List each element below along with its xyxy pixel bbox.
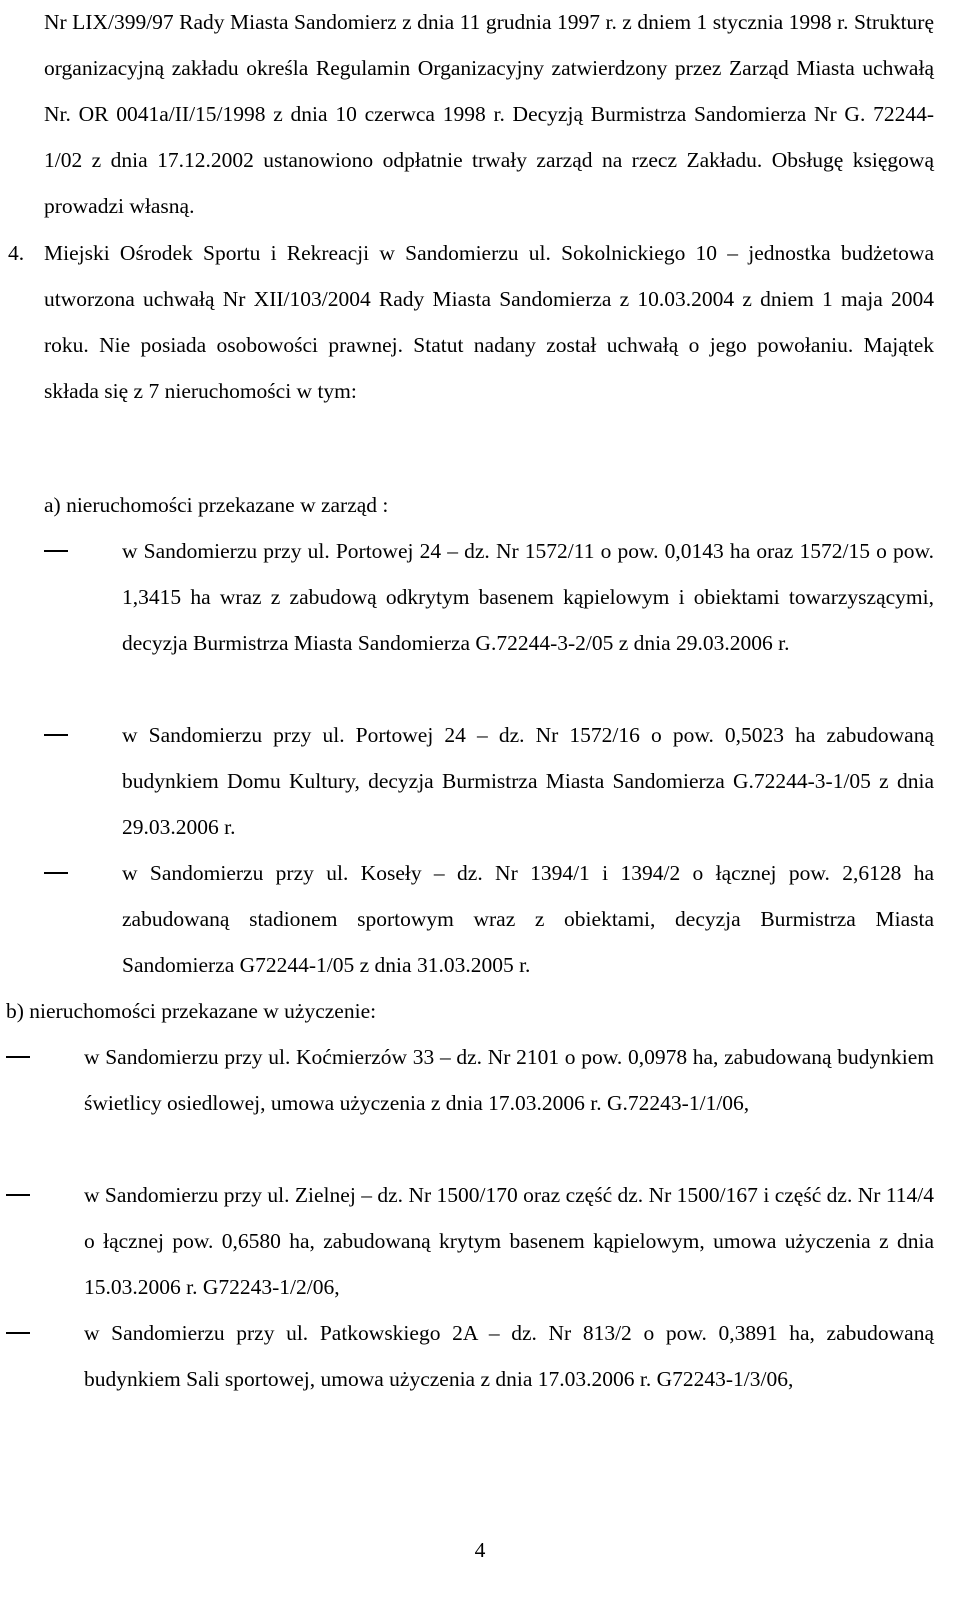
- dash-marker: [44, 550, 68, 552]
- section-4-text: Miejski Ośrodek Sportu i Rekreacji w Sandomierzu ul. Sokolnickiego 10 – jednostka budżetowa utworzona uchwałą Nr XII/103/2004 Rady Miasta Sandomierza z 10.03.2004 z dniem 1 maja 2004 roku. Nie posiada osobowości prawnej. Statut nadany został uchwałą o jego powołaniu. Majątek składa się z 7 nieruchomości w tym:: [44, 241, 934, 403]
- list-item-text: w Sandomierzu przy ul. Koćmierzów 33 – dz. Nr 2101 o pow. 0,0978 ha, zabudowaną budynkiem świetlicy osiedlowej, umowa użyczenia z dnia 17.03.2006 r. G.72243-1/1/06,: [84, 1045, 934, 1115]
- dash-marker: [44, 872, 68, 874]
- page-number: 4: [474, 1538, 486, 1562]
- list-item-text: w Sandomierzu przy ul. Portowej 24 – dz. Nr 1572/11 o pow. 0,0143 ha oraz 1572/15 o pow. 1,3415 ha wraz z zabudową odkrytym basenem kąpielowym i obiektami towarzyszącymi, decyzja Burmistrza Miasta Sandomierza G.72244-3-2/05 z dnia 29.03.2006 r.: [122, 539, 934, 655]
- dash-marker: [6, 1332, 30, 1334]
- list-item-a-3: [122, 850, 934, 988]
- list-item-a-2: [122, 712, 934, 850]
- section-4-paragraph: [8, 230, 934, 414]
- dash-marker: [44, 734, 68, 736]
- list-item-b-2: [84, 1172, 934, 1310]
- list-item-text: w Sandomierzu przy ul. Portowej 24 – dz. Nr 1572/16 o pow. 0,5023 ha zabudowaną budynkiem Domu Kultury, decyzja Burmistrza Miasta Sandomierza G.72244-3-1/05 z dnia 29.03.2006 r.: [122, 723, 934, 839]
- list-item-b-1: [84, 1034, 934, 1126]
- intro-paragraph: Nr LIX/399/97 Rady Miasta Sandomierz z dnia 11 grudnia 1997 r. z dniem 1 stycznia 1998 r. Strukturę organizacyjną zakładu określa Regulamin Organizacyjny zatwierdzony przez Zarząd Miasta uchwałą Nr. OR 0041a/II/15/1998 z dnia 10 czerwca 1998 r. Decyzją Burmistrza Sandomierza Nr G. 72244-1/02 z dnia 17.12.2002 ustanowiono odpłatnie trwały zarząd na rzecz Zakładu. Obsługę księgową prowadzi własną.: [44, 10, 934, 218]
- list-item-text: w Sandomierzu przy ul. Zielnej – dz. Nr 1500/170 oraz część dz. Nr 1500/167 i część dz. Nr 114/4 o łącznej pow. 0,6580 ha, zabudowaną krytym basenem kąpielowym, umowa użyczenia z dnia 15.03.2006 r. G72243-1/2/06,: [84, 1183, 934, 1299]
- dash-marker: [6, 1194, 30, 1196]
- list-item-text: w Sandomierzu przy ul. Patkowskiego 2A – dz. Nr 813/2 o pow. 0,3891 ha, zabudowaną budynkiem Sali sportowej, umowa użyczenia z dnia 17.03.2006 r. G72243-1/3/06,: [84, 1321, 934, 1391]
- list-item-text: w Sandomierzu przy ul. Koseły – dz. Nr 1394/1 i 1394/2 o łącznej pow. 2,6128 ha zabudowaną stadionem sportowym wraz z obiektami, decyzja Burmistrza Miasta Sandomierza G72244-1/05 z dnia 31.03.2005 r.: [122, 861, 934, 977]
- section-4-number: 4.: [8, 241, 25, 265]
- subsection-a-label: a) nieruchomości przekazane w zarząd :: [44, 493, 389, 517]
- list-item-b-3: [84, 1310, 934, 1402]
- subsection-b-label: b) nieruchomości przekazane w użyczenie:: [6, 999, 377, 1023]
- list-item-a-1: [122, 528, 934, 666]
- dash-marker: [6, 1056, 30, 1058]
